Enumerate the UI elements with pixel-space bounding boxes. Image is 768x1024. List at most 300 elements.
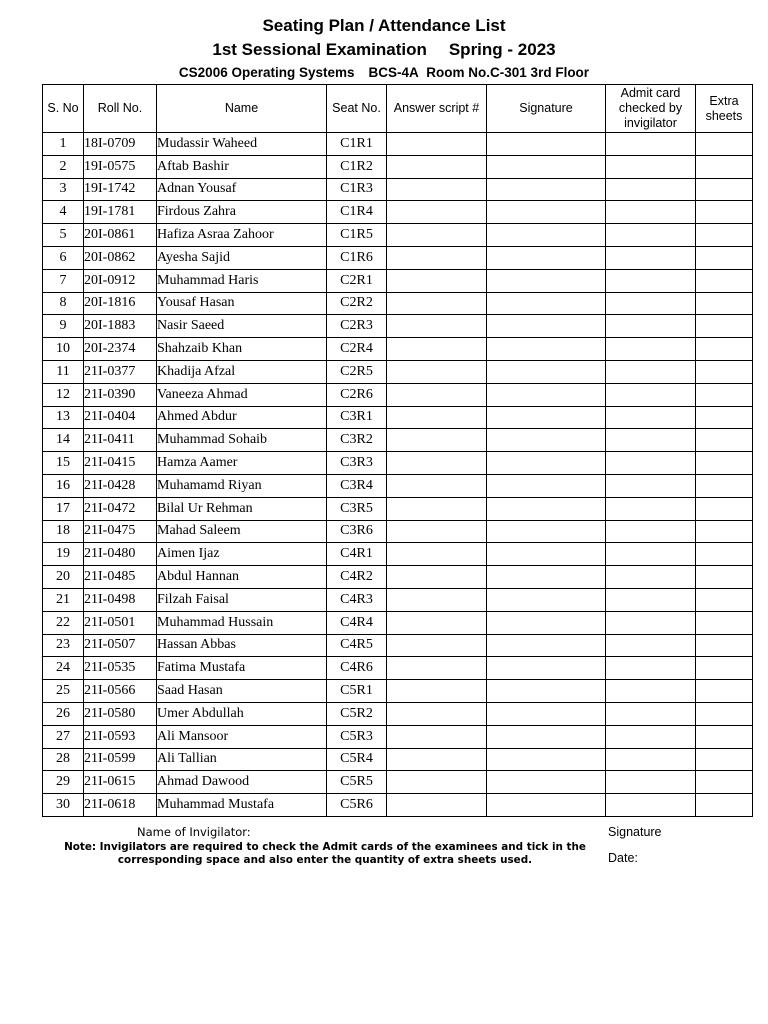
cell-roll-no: 21I-0480	[84, 543, 157, 566]
exam-term: Spring - 2023	[448, 40, 556, 59]
cell-roll-no: 21I-0428	[84, 474, 157, 497]
table-row	[43, 611, 753, 634]
cell-extra-sheets	[696, 178, 753, 201]
table-row	[43, 634, 753, 657]
cell-name: Muhammad Sohaib	[157, 429, 327, 452]
table-row	[43, 360, 753, 383]
cell-sno: 13	[43, 406, 84, 429]
cell-answer-script	[387, 452, 487, 475]
cell-signature	[487, 702, 606, 725]
cell-extra-sheets	[696, 497, 753, 520]
cell-seat-no: C1R2	[327, 155, 387, 178]
cell-answer-script	[387, 429, 487, 452]
cell-admit-card-check	[606, 315, 696, 338]
cell-extra-sheets	[696, 611, 753, 634]
cell-sno: 7	[43, 269, 84, 292]
cell-roll-no: 21I-0485	[84, 566, 157, 589]
cell-answer-script	[387, 543, 487, 566]
cell-admit-card-check	[606, 474, 696, 497]
cell-signature	[487, 338, 606, 361]
cell-name: Ali Mansoor	[157, 725, 327, 748]
cell-roll-no: 20I-0862	[84, 246, 157, 269]
cell-name: Ahmad Dawood	[157, 771, 327, 794]
cell-signature	[487, 133, 606, 156]
cell-sno: 19	[43, 543, 84, 566]
cell-admit-card-check	[606, 588, 696, 611]
cell-seat-no: C2R3	[327, 315, 387, 338]
cell-sno: 24	[43, 657, 84, 680]
cell-name: Muhamamd Riyan	[157, 474, 327, 497]
cell-admit-card-check	[606, 497, 696, 520]
cell-answer-script	[387, 338, 487, 361]
cell-seat-no: C3R6	[327, 520, 387, 543]
table-row	[43, 429, 753, 452]
cell-sno: 20	[43, 566, 84, 589]
cell-extra-sheets	[696, 634, 753, 657]
cell-roll-no: 21I-0507	[84, 634, 157, 657]
cell-extra-sheets	[696, 315, 753, 338]
cell-roll-no: 21I-0377	[84, 360, 157, 383]
cell-name: Muhammad Mustafa	[157, 794, 327, 817]
cell-answer-script	[387, 133, 487, 156]
cell-answer-script	[387, 406, 487, 429]
cell-signature	[487, 588, 606, 611]
cell-signature	[487, 657, 606, 680]
cell-signature	[487, 611, 606, 634]
cell-roll-no: 21I-0404	[84, 406, 157, 429]
cell-signature	[487, 497, 606, 520]
cell-answer-script	[387, 634, 487, 657]
cell-seat-no: C3R3	[327, 452, 387, 475]
cell-extra-sheets	[696, 452, 753, 475]
cell-roll-no: 21I-0498	[84, 588, 157, 611]
cell-signature	[487, 269, 606, 292]
cell-answer-script	[387, 360, 487, 383]
cell-admit-card-check	[606, 360, 696, 383]
cell-signature	[487, 680, 606, 703]
room-info: Room No.C-301 3rd Floor	[426, 65, 590, 80]
cell-extra-sheets	[696, 133, 753, 156]
cell-seat-no: C3R5	[327, 497, 387, 520]
cell-seat-no: C1R5	[327, 224, 387, 247]
cell-signature	[487, 360, 606, 383]
table-row	[43, 133, 753, 156]
cell-seat-no: C2R5	[327, 360, 387, 383]
cell-extra-sheets	[696, 680, 753, 703]
cell-answer-script	[387, 748, 487, 771]
cell-admit-card-check	[606, 292, 696, 315]
cell-sno: 8	[43, 292, 84, 315]
cell-seat-no: C1R4	[327, 201, 387, 224]
cell-answer-script	[387, 383, 487, 406]
cell-name: Abdul Hannan	[157, 566, 327, 589]
cell-seat-no: C2R1	[327, 269, 387, 292]
cell-roll-no: 21I-0566	[84, 680, 157, 703]
cell-admit-card-check	[606, 771, 696, 794]
cell-signature	[487, 634, 606, 657]
cell-answer-script	[387, 588, 487, 611]
cell-extra-sheets	[696, 269, 753, 292]
cell-answer-script	[387, 246, 487, 269]
table-row	[43, 474, 753, 497]
cell-extra-sheets	[696, 155, 753, 178]
cell-name: Firdous Zahra	[157, 201, 327, 224]
cell-seat-no: C4R1	[327, 543, 387, 566]
cell-admit-card-check	[606, 429, 696, 452]
cell-roll-no: 20I-0912	[84, 269, 157, 292]
cell-name: Mudassir Waheed	[157, 133, 327, 156]
cell-name: Hassan Abbas	[157, 634, 327, 657]
cell-extra-sheets	[696, 246, 753, 269]
cell-signature	[487, 452, 606, 475]
cell-extra-sheets	[696, 201, 753, 224]
cell-name: Aimen Ijaz	[157, 543, 327, 566]
cell-admit-card-check	[606, 634, 696, 657]
cell-sno: 26	[43, 702, 84, 725]
cell-admit-card-check	[606, 725, 696, 748]
cell-sno: 21	[43, 588, 84, 611]
cell-admit-card-check	[606, 452, 696, 475]
cell-seat-no: C4R3	[327, 588, 387, 611]
table-row	[43, 748, 753, 771]
cell-admit-card-check	[606, 611, 696, 634]
cell-seat-no: C1R6	[327, 246, 387, 269]
cell-name: Fatima Mustafa	[157, 657, 327, 680]
cell-extra-sheets	[696, 725, 753, 748]
cell-extra-sheets	[696, 748, 753, 771]
cell-roll-no: 21I-0593	[84, 725, 157, 748]
invigilator-note	[42, 841, 608, 867]
cell-name: Ali Tallian	[157, 748, 327, 771]
cell-answer-script	[387, 771, 487, 794]
table-row	[43, 224, 753, 247]
cell-admit-card-check	[606, 794, 696, 817]
cell-admit-card-check	[606, 748, 696, 771]
cell-signature	[487, 474, 606, 497]
course-name: CS2006 Operating Systems	[178, 65, 355, 80]
cell-seat-no: C4R6	[327, 657, 387, 680]
cell-roll-no: 21I-0599	[84, 748, 157, 771]
cell-sno: 29	[43, 771, 84, 794]
cell-signature	[487, 246, 606, 269]
cell-roll-no: 20I-2374	[84, 338, 157, 361]
cell-signature	[487, 725, 606, 748]
cell-name: Ahmed Abdur	[157, 406, 327, 429]
cell-sno: 1	[43, 133, 84, 156]
cell-sno: 5	[43, 224, 84, 247]
cell-answer-script	[387, 725, 487, 748]
cell-extra-sheets	[696, 338, 753, 361]
table-row	[43, 725, 753, 748]
table-row	[43, 566, 753, 589]
cell-extra-sheets	[696, 588, 753, 611]
cell-seat-no: C1R1	[327, 133, 387, 156]
cell-signature	[487, 771, 606, 794]
cell-seat-no: C5R1	[327, 680, 387, 703]
cell-sno: 27	[43, 725, 84, 748]
col-header-name: Name	[157, 85, 327, 133]
cell-sno: 15	[43, 452, 84, 475]
cell-admit-card-check	[606, 269, 696, 292]
table-row	[43, 201, 753, 224]
cell-extra-sheets	[696, 224, 753, 247]
table-row	[43, 588, 753, 611]
cell-signature	[487, 315, 606, 338]
cell-name: Muhammad Haris	[157, 269, 327, 292]
cell-roll-no: 19I-1742	[84, 178, 157, 201]
cell-roll-no: 19I-0575	[84, 155, 157, 178]
cell-extra-sheets	[696, 702, 753, 725]
cell-seat-no: C5R3	[327, 725, 387, 748]
invigilator-label: Name of Invigilator:	[137, 825, 251, 839]
cell-answer-script	[387, 680, 487, 703]
course-info	[0, 65, 768, 80]
cell-admit-card-check	[606, 133, 696, 156]
attendance-table	[42, 84, 753, 817]
cell-sno: 14	[43, 429, 84, 452]
cell-signature	[487, 224, 606, 247]
cell-roll-no: 21I-0615	[84, 771, 157, 794]
cell-extra-sheets	[696, 657, 753, 680]
cell-sno: 23	[43, 634, 84, 657]
cell-seat-no: C4R2	[327, 566, 387, 589]
col-header-seat: Seat No.	[327, 85, 387, 133]
cell-answer-script	[387, 497, 487, 520]
cell-admit-card-check	[606, 383, 696, 406]
table-row	[43, 383, 753, 406]
extra-line-1: Extra	[709, 93, 739, 108]
cell-answer-script	[387, 657, 487, 680]
cell-admit-card-check	[606, 201, 696, 224]
cell-roll-no: 18I-0709	[84, 133, 157, 156]
cell-roll-no: 20I-1883	[84, 315, 157, 338]
col-header-roll: Roll No.	[84, 85, 157, 133]
cell-name: Muhammad Hussain	[157, 611, 327, 634]
cell-sno: 12	[43, 383, 84, 406]
cell-seat-no: C4R4	[327, 611, 387, 634]
cell-seat-no: C5R6	[327, 794, 387, 817]
cell-name: Vaneeza Ahmad	[157, 383, 327, 406]
cell-sno: 18	[43, 520, 84, 543]
cell-name: Khadija Afzal	[157, 360, 327, 383]
cell-answer-script	[387, 178, 487, 201]
table-row	[43, 771, 753, 794]
table-body	[43, 133, 753, 817]
cell-extra-sheets	[696, 794, 753, 817]
cell-answer-script	[387, 269, 487, 292]
cell-extra-sheets	[696, 771, 753, 794]
cell-admit-card-check	[606, 155, 696, 178]
table-row	[43, 520, 753, 543]
cell-name: Hamza Aamer	[157, 452, 327, 475]
table-row	[43, 155, 753, 178]
cell-sno: 9	[43, 315, 84, 338]
cell-extra-sheets	[696, 474, 753, 497]
col-header-admit-card	[606, 85, 696, 133]
col-header-sno: S. No	[43, 85, 84, 133]
cell-admit-card-check	[606, 520, 696, 543]
table-row	[43, 338, 753, 361]
cell-answer-script	[387, 520, 487, 543]
extra-line-2: sheets	[705, 108, 743, 123]
cell-name: Filzah Faisal	[157, 588, 327, 611]
cell-name: Umer Abdullah	[157, 702, 327, 725]
cell-name: Hafiza Asraa Zahoor	[157, 224, 327, 247]
exam-title	[0, 40, 768, 60]
cell-signature	[487, 429, 606, 452]
cell-answer-script	[387, 292, 487, 315]
table-row	[43, 406, 753, 429]
cell-name: Yousaf Hasan	[157, 292, 327, 315]
cell-sno: 2	[43, 155, 84, 178]
note-line-1: Note: Invigilators are required to check the Admit cards of the examinees and tick in the	[64, 841, 586, 853]
table-row	[43, 702, 753, 725]
cell-sno: 3	[43, 178, 84, 201]
cell-roll-no: 21I-0411	[84, 429, 157, 452]
cell-name: Shahzaib Khan	[157, 338, 327, 361]
cell-seat-no: C4R5	[327, 634, 387, 657]
cell-signature	[487, 748, 606, 771]
cell-seat-no: C3R4	[327, 474, 387, 497]
cell-name: Adnan Yousaf	[157, 178, 327, 201]
cell-answer-script	[387, 611, 487, 634]
cell-admit-card-check	[606, 246, 696, 269]
cell-sno: 10	[43, 338, 84, 361]
cell-admit-card-check	[606, 224, 696, 247]
cell-answer-script	[387, 566, 487, 589]
cell-signature	[487, 383, 606, 406]
cell-name: Ayesha Sajid	[157, 246, 327, 269]
cell-roll-no: 21I-0415	[84, 452, 157, 475]
cell-roll-no: 21I-0390	[84, 383, 157, 406]
cell-answer-script	[387, 702, 487, 725]
cell-roll-no: 21I-0475	[84, 520, 157, 543]
cell-seat-no: C3R1	[327, 406, 387, 429]
cell-signature	[487, 292, 606, 315]
cell-seat-no: C1R3	[327, 178, 387, 201]
cell-admit-card-check	[606, 702, 696, 725]
col-header-extra-sheets	[696, 85, 753, 133]
cell-sno: 17	[43, 497, 84, 520]
cell-sno: 30	[43, 794, 84, 817]
cell-roll-no: 21I-0501	[84, 611, 157, 634]
table-row	[43, 315, 753, 338]
cell-signature	[487, 520, 606, 543]
table-header-row	[43, 85, 753, 133]
cell-seat-no: C2R4	[327, 338, 387, 361]
table-row	[43, 543, 753, 566]
cell-sno: 25	[43, 680, 84, 703]
cell-extra-sheets	[696, 566, 753, 589]
cell-extra-sheets	[696, 543, 753, 566]
cell-sno: 4	[43, 201, 84, 224]
cell-answer-script	[387, 794, 487, 817]
col-header-signature: Signature	[487, 85, 606, 133]
cell-roll-no: 21I-0580	[84, 702, 157, 725]
cell-sno: 16	[43, 474, 84, 497]
table-row	[43, 497, 753, 520]
cell-name: Nasir Saeed	[157, 315, 327, 338]
cell-sno: 6	[43, 246, 84, 269]
cell-seat-no: C5R4	[327, 748, 387, 771]
table-row	[43, 292, 753, 315]
cell-extra-sheets	[696, 406, 753, 429]
cell-signature	[487, 155, 606, 178]
cell-roll-no: 21I-0535	[84, 657, 157, 680]
cell-name: Saad Hasan	[157, 680, 327, 703]
cell-roll-no: 20I-1816	[84, 292, 157, 315]
cell-roll-no: 21I-0472	[84, 497, 157, 520]
cell-roll-no: 20I-0861	[84, 224, 157, 247]
table-row	[43, 657, 753, 680]
cell-answer-script	[387, 155, 487, 178]
cell-admit-card-check	[606, 338, 696, 361]
cell-seat-no: C2R2	[327, 292, 387, 315]
exam-name: 1st Sessional Examination	[212, 40, 427, 59]
cell-seat-no: C5R2	[327, 702, 387, 725]
section-name: BCS-4A	[368, 65, 419, 80]
cell-signature	[487, 178, 606, 201]
page-title: Seating Plan / Attendance List	[262, 16, 506, 35]
admit-line-3: invigilator	[624, 116, 677, 130]
cell-admit-card-check	[606, 178, 696, 201]
cell-admit-card-check	[606, 657, 696, 680]
cell-signature	[487, 201, 606, 224]
note-line-2: corresponding space and also enter the quantity of extra sheets used.	[117, 854, 533, 866]
cell-sno: 22	[43, 611, 84, 634]
table-row	[43, 452, 753, 475]
cell-extra-sheets	[696, 360, 753, 383]
cell-signature	[487, 406, 606, 429]
cell-sno: 28	[43, 748, 84, 771]
table-row	[43, 680, 753, 703]
admit-line-1: Admit card	[620, 86, 681, 100]
cell-name: Aftab Bashir	[157, 155, 327, 178]
cell-admit-card-check	[606, 543, 696, 566]
cell-extra-sheets	[696, 383, 753, 406]
cell-extra-sheets	[696, 429, 753, 452]
cell-admit-card-check	[606, 680, 696, 703]
signature-label: Signature	[608, 825, 662, 839]
cell-admit-card-check	[606, 566, 696, 589]
cell-answer-script	[387, 201, 487, 224]
cell-signature	[487, 543, 606, 566]
cell-seat-no: C5R5	[327, 771, 387, 794]
date-label: Date:	[608, 851, 638, 865]
cell-admit-card-check	[606, 406, 696, 429]
cell-name: Mahad Saleem	[157, 520, 327, 543]
cell-name: Bilal Ur Rehman	[157, 497, 327, 520]
cell-seat-no: C2R6	[327, 383, 387, 406]
cell-answer-script	[387, 224, 487, 247]
cell-extra-sheets	[696, 292, 753, 315]
cell-roll-no: 19I-1781	[84, 201, 157, 224]
admit-line-2: checked by	[618, 101, 683, 115]
cell-signature	[487, 566, 606, 589]
cell-roll-no: 21I-0618	[84, 794, 157, 817]
table-row	[43, 794, 753, 817]
cell-answer-script	[387, 315, 487, 338]
table-row	[43, 178, 753, 201]
cell-seat-no: C3R2	[327, 429, 387, 452]
cell-sno: 11	[43, 360, 84, 383]
cell-extra-sheets	[696, 520, 753, 543]
table-row	[43, 269, 753, 292]
cell-answer-script	[387, 474, 487, 497]
cell-signature	[487, 794, 606, 817]
col-header-answer-script: Answer script #	[387, 85, 487, 133]
table-row	[43, 246, 753, 269]
